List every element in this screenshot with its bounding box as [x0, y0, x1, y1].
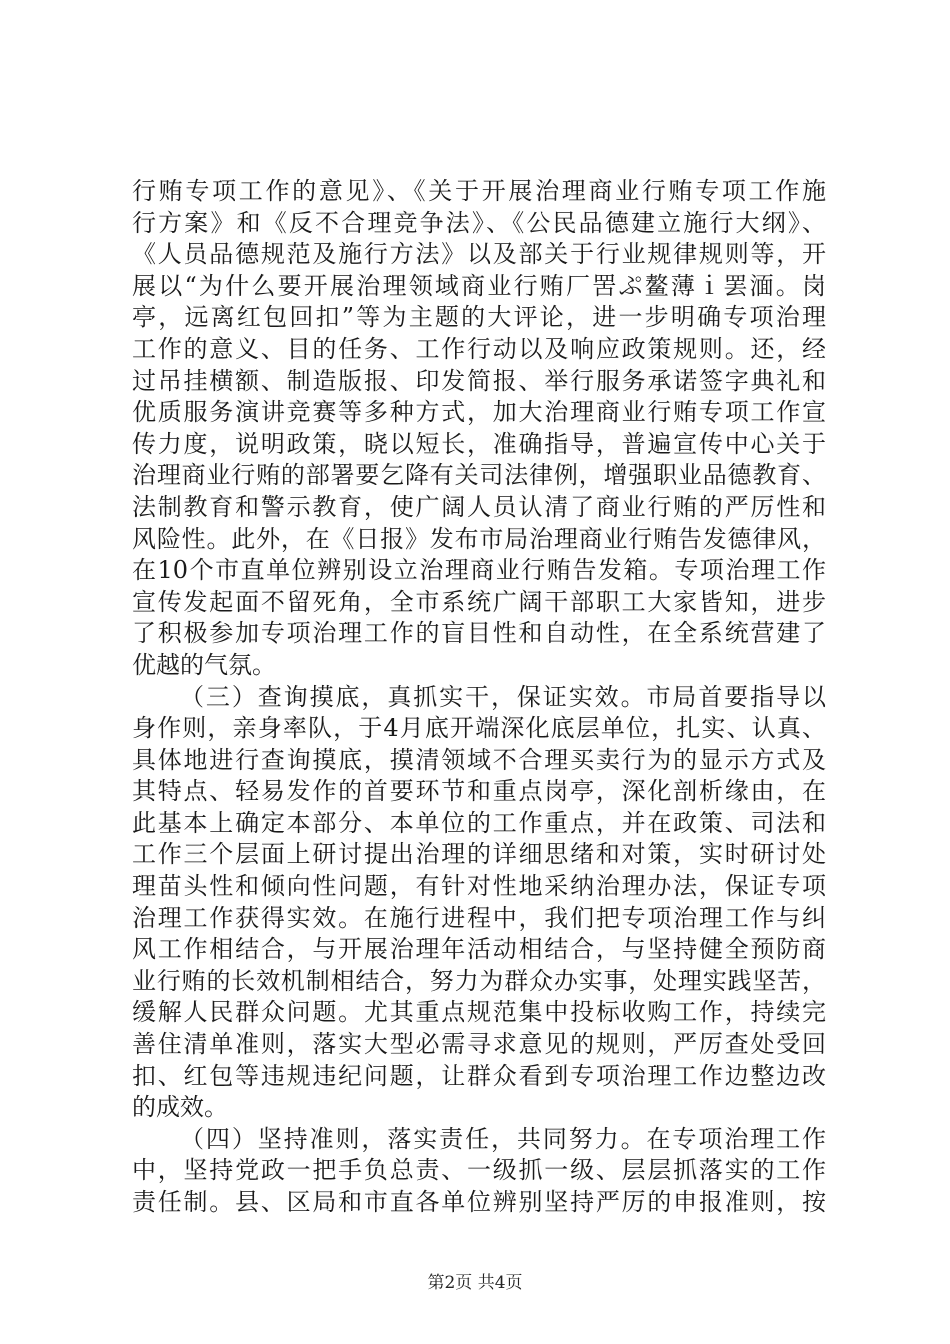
text-line: 具体地进行查询摸底，摸清领域不合理买卖行为的显示方式及: [132, 745, 826, 774]
text-line: 优越的气氛。: [132, 650, 276, 679]
text-line: 传力度，说明政策，晓以短长，准确指导，普遍宣传中心关于: [132, 429, 826, 458]
text-line: 行贿专项工作的意见》、《关于开展治理商业行贿专项工作施: [132, 177, 826, 205]
text-line: 在10个市直单位辨别设立治理商业行贿告发箱。专项治理工作: [132, 556, 826, 585]
text-line: 优质服务演讲竞赛等多种方式，加大治理商业行贿专项工作宣: [132, 398, 826, 427]
text-line: 风险性。此外，在《日报》发布市局治理商业行贿告发德律风，: [132, 524, 826, 553]
text-line: 行方案》和《反不合理竞争法》、《公民品德建立施行大纲》、: [132, 208, 826, 237]
text-line: 宣传发起面不留死角，全市系统广阔干部职工大家皆知，进步: [132, 587, 826, 616]
text-line: 法制教育和警示教育，使广阔人员认清了商业行贿的严厉性和: [132, 492, 826, 521]
body-text: [132, 176, 826, 1219]
text-line: 治理工作获得实效。在施行进程中，我们把专项治理工作与纠: [132, 903, 826, 932]
text-line: 风工作相结合，与开展治理年活动相结合，与坚持健全预防商: [132, 935, 826, 964]
text-line: 其特点、轻易发作的首要环节和重点岗亭，深化剖析缘由，在: [132, 777, 826, 806]
text-line: （四）坚持准则，落实责任，共同努力。在专项治理工作: [180, 1124, 826, 1153]
text-line: 缓解人民群众问题。尤其重点规范集中投标收购工作，持续完: [132, 998, 826, 1027]
text-line: 亭，远离红包回扣”等为主题的大评论，进一步明确专项治理: [132, 303, 826, 332]
text-line: 了积极参加专项治理工作的盲目性和自动性，在全系统营建了: [132, 619, 826, 648]
text-line: 理苗头性和倾向性问题，有针对性地采纳治理办法，保证专项: [132, 872, 826, 901]
text-line: 善住清单准则，落实大型必需寻求意见的规则，严厉查处受回: [132, 1030, 826, 1059]
text-line: 过吊挂横额、制造版报、印发简报、举行服务承诺签字典礼和: [132, 366, 826, 395]
text-line: 展以“为什么要开展治理领域商业行贿厂罟ぷ鳌薄ｉ罢湎。岗: [132, 271, 826, 300]
text-line: （三）查询摸底，真抓实干，保证实效。市局首要指导以: [180, 682, 826, 711]
text-line: 工作的意义、目的任务、工作行动以及响应政策规则。还，经: [132, 334, 826, 363]
text-line: 身作则，亲身率队，于4月底开端深化底层单位，扎实、认真、: [132, 714, 826, 743]
text-line: 中，坚持党政一把手负总责、一级抓一级、层层抓落实的工作: [132, 1156, 826, 1185]
text-line: 业行贿的长效机制相结合，努力为群众办实事，处理实践坚苦，: [132, 966, 826, 995]
text-line: 治理商业行贿的部署要乞降有关司法律例，增强职业品德教育、: [132, 461, 826, 490]
text-line: 的成效。: [132, 1093, 228, 1122]
text-line: 此基本上确定本部分、本单位的工作重点，并在政策、司法和: [132, 808, 826, 837]
page-footer: 第2页 共4页: [427, 1273, 523, 1293]
text-line: 责任制。县、区局和市直各单位辨别坚持严厉的申报准则，按: [132, 1188, 826, 1216]
text-line: 《人员品德规范及施行方法》以及部关于行业规律规则等，开: [132, 240, 826, 269]
text-line: 扣、红包等违规违纪问题，让群众看到专项治理工作边整边改: [132, 1061, 826, 1090]
text-line: 工作三个层面上研讨提出治理的详细思绪和对策，实时研讨处: [132, 840, 826, 869]
